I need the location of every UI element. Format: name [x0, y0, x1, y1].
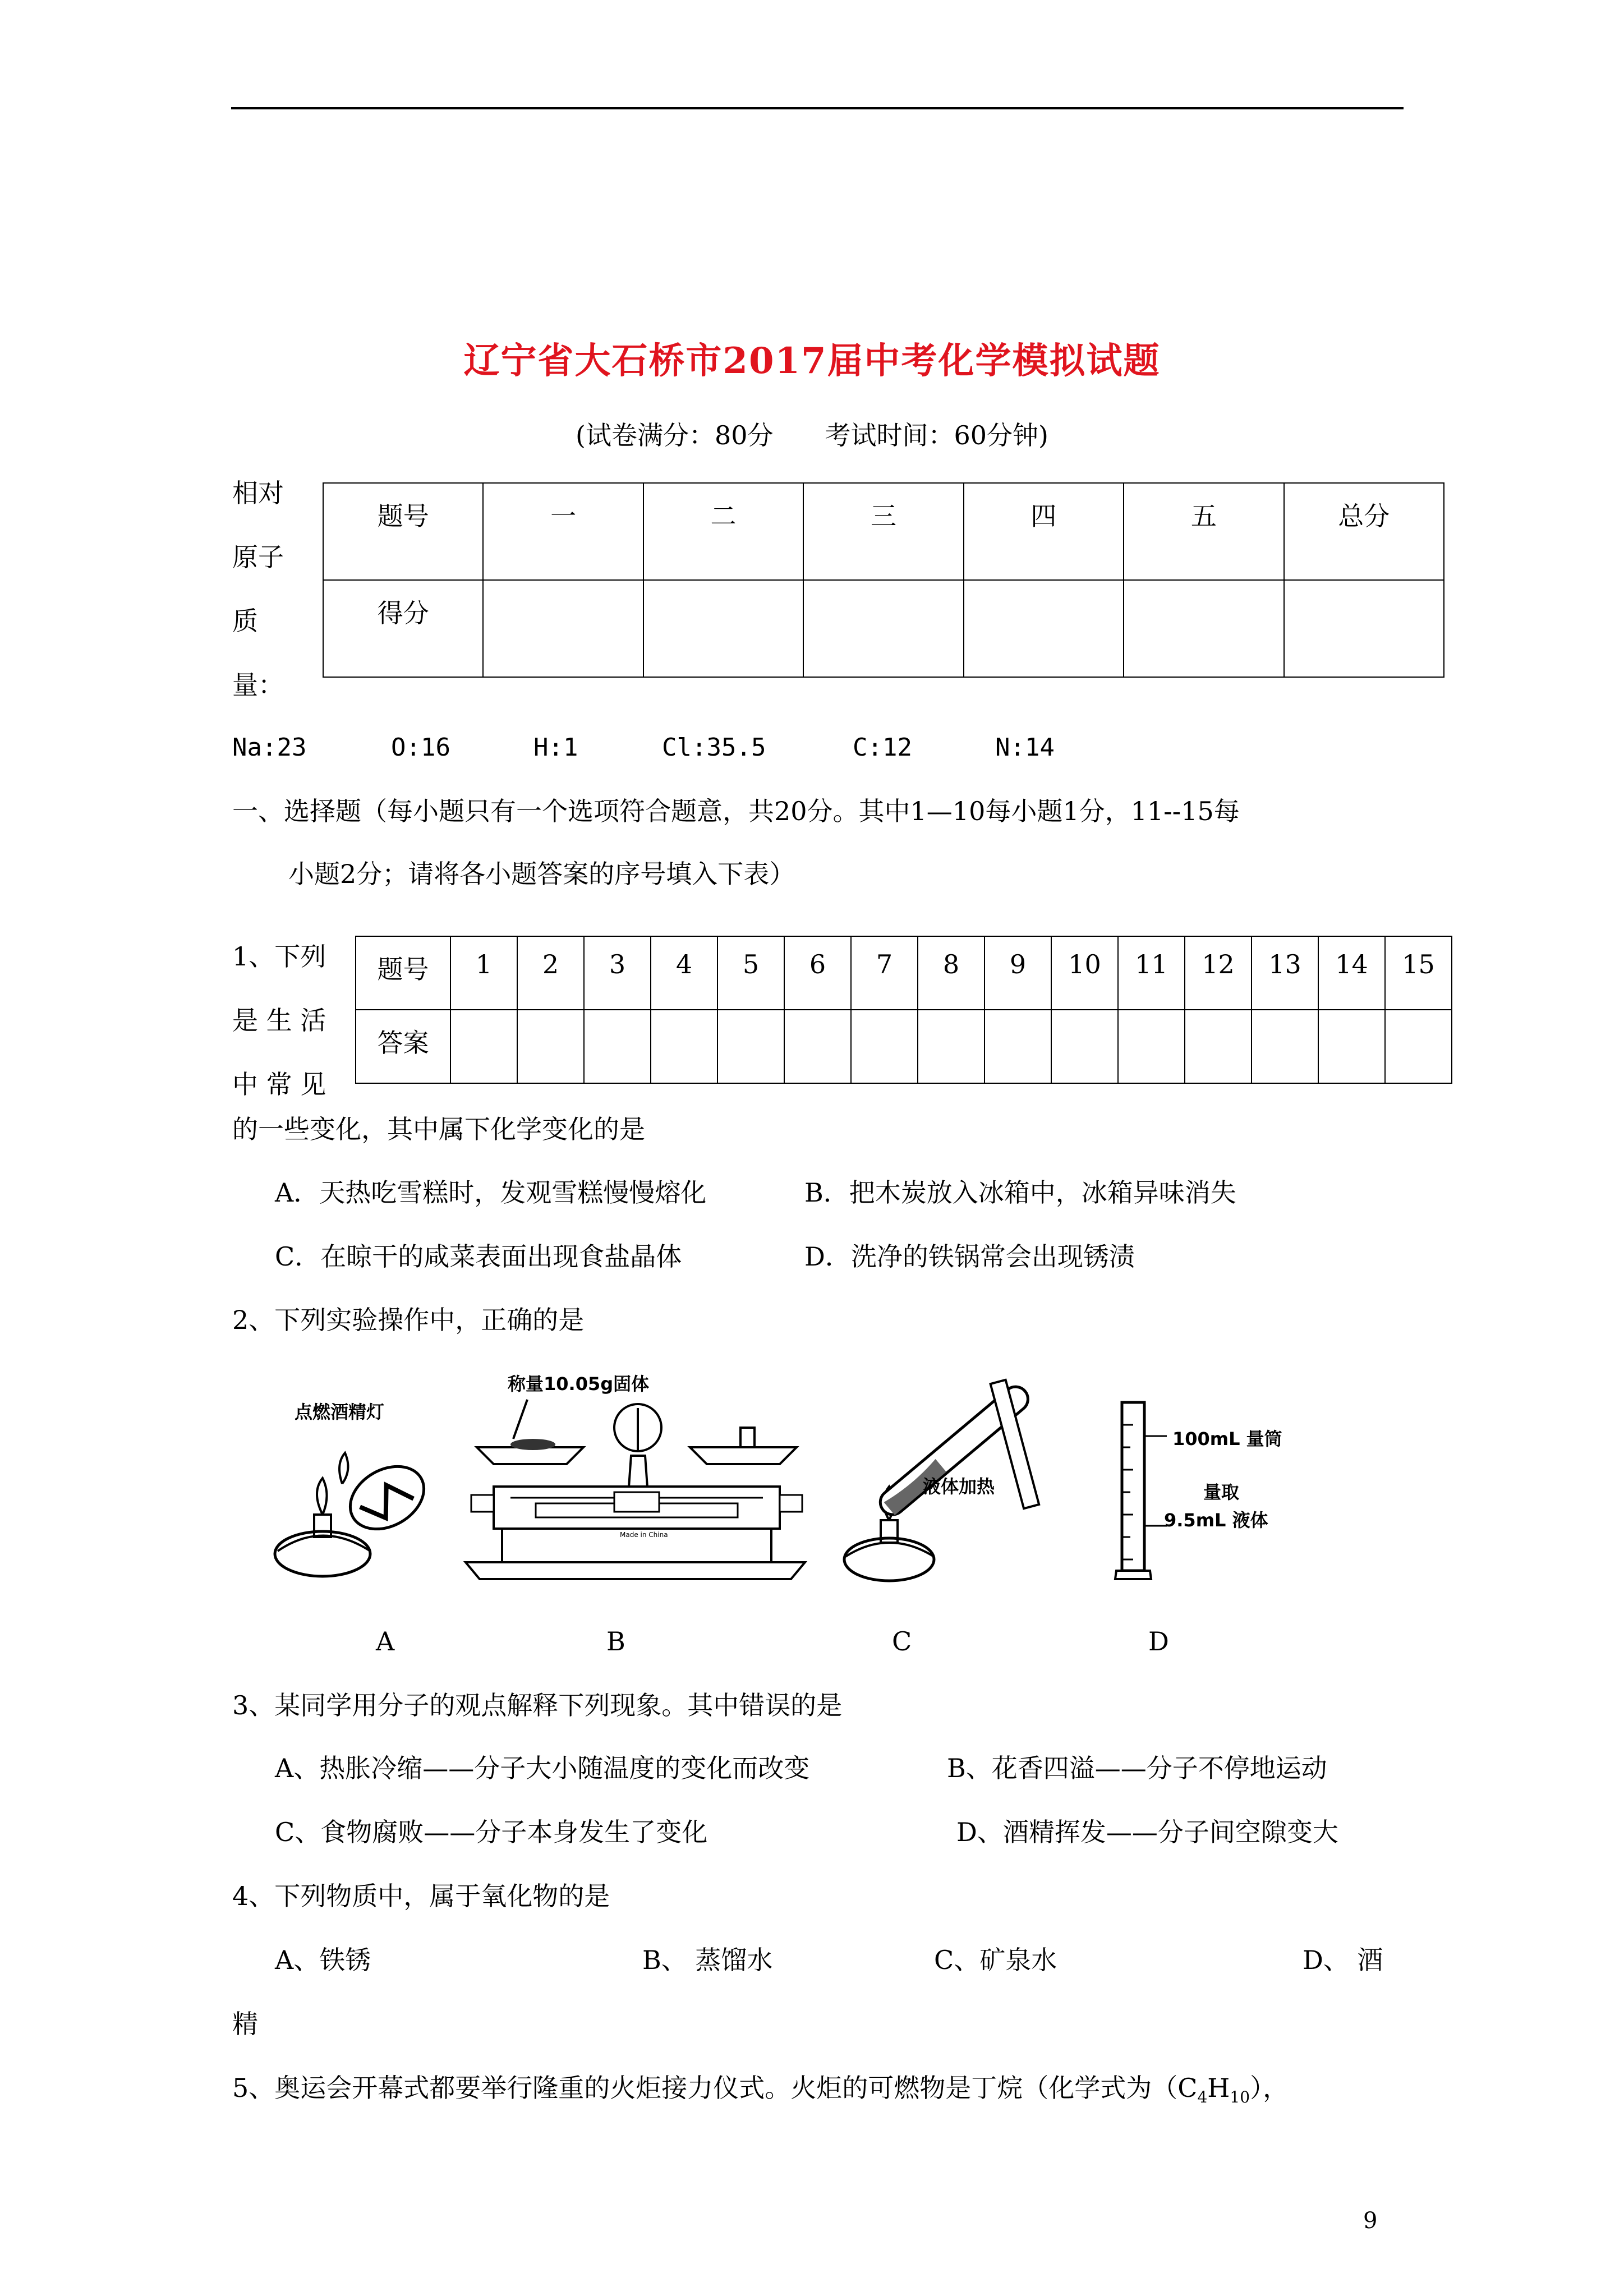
answer-cell[interactable] [717, 1010, 784, 1083]
section1-line1: 一、选择题（每小题只有一个选项符合题意，共20分。其中1—10每小题1分，11--15每 [232, 796, 1240, 826]
q5-stem-text: ）， [1250, 2073, 1289, 2103]
answer-number-cell: 6 [784, 936, 851, 1010]
figure-a-drawing [269, 1425, 438, 1582]
figure-d-label-volume: 9.5mL 液体 [1164, 1510, 1268, 1531]
figure-c-liquid-heating [839, 1369, 1074, 1588]
answer-row-label: 题号 [356, 936, 450, 1010]
answer-cell[interactable] [984, 1010, 1051, 1083]
q5-stem-text: H [1207, 2073, 1230, 2103]
score-header-cell: 二 [643, 483, 803, 580]
answer-number-cell: 11 [1118, 936, 1185, 1010]
q4-option-d: D、 酒 [1303, 1945, 1383, 1975]
answer-number-cell: 14 [1318, 936, 1385, 1010]
answer-number-cell: 2 [517, 936, 584, 1010]
score-cell[interactable] [1124, 580, 1283, 677]
balance-scale-text: Made in China [620, 1531, 668, 1539]
answer-number-cell: 1 [450, 936, 517, 1010]
q3-option-b: B、花香四溢——分子不停地运动 [947, 1753, 1327, 1783]
atomic-mass: H:1 [533, 733, 578, 762]
figure-d-label-cylinder: 100mL 量筒 [1172, 1428, 1282, 1450]
answer-cell[interactable] [918, 1010, 984, 1083]
exam-title: 辽宁省大石桥市2017届中考化学模拟试题 [463, 340, 1161, 382]
score-header-cell: 题号 [323, 483, 483, 580]
figure-b-label: 称量10.05g固体 [508, 1373, 650, 1395]
page-number: 9 [1363, 2208, 1378, 2234]
score-cell[interactable] [1284, 580, 1444, 677]
side-label-line: 中 常 见 [232, 1069, 326, 1099]
figure-b-drawing [454, 1394, 819, 1588]
q1-stem: 的一些变化，其中属下化学变化的是 [232, 1114, 645, 1144]
q5-subscript: 4 [1197, 2088, 1208, 2107]
answer-number-cell: 4 [651, 936, 717, 1010]
answer-number-cell: 8 [918, 936, 984, 1010]
side-label-line: 原子 [232, 542, 284, 572]
atomic-mass: N:14 [995, 733, 1055, 762]
q1-side-label [232, 924, 326, 1116]
score-header-cell: 三 [803, 483, 963, 580]
answer-cell[interactable] [1252, 1010, 1318, 1083]
score-cell[interactable] [964, 580, 1124, 677]
answer-cell[interactable] [784, 1010, 851, 1083]
figure-d-measuring-cylinder [1099, 1391, 1335, 1588]
q4-option-a: A、铁锈 [275, 1945, 371, 1975]
answer-number-cell: 10 [1051, 936, 1118, 1010]
score-header-cell: 一 [483, 483, 643, 580]
q4-option-d-cont: 精 [232, 2009, 258, 2039]
score-header-cell: 总分 [1284, 483, 1444, 580]
score-cell[interactable] [643, 580, 803, 677]
q2-option-b: B [606, 1626, 625, 1657]
side-label-line: 量： [232, 670, 284, 700]
answer-number-cell: 15 [1385, 936, 1452, 1010]
q3-option-c: C、食物腐败——分子本身发生了变化 [275, 1817, 708, 1847]
score-cell[interactable] [803, 580, 963, 677]
answer-number-cell: 7 [851, 936, 918, 1010]
score-header-cell: 四 [964, 483, 1124, 580]
side-label-line: 质 [232, 606, 258, 636]
side-label-line: 相对 [232, 478, 284, 508]
score-table [323, 482, 1444, 678]
score-header-cell: 五 [1124, 483, 1283, 580]
q5-stem-text: 5、奥运会开幕式都要举行隆重的火炬接力仪式。火炬的可燃物是丁烷（化学式为（C [232, 2073, 1198, 2103]
q5-subscript: 10 [1230, 2088, 1250, 2107]
answer-number-cell: 5 [717, 936, 784, 1010]
q2-option-a: A [376, 1626, 395, 1657]
q1-option-b: B．把木炭放入冰箱中，冰箱异味消失 [804, 1177, 1236, 1208]
figure-b-balance [454, 1363, 819, 1588]
answer-cell[interactable] [1318, 1010, 1385, 1083]
exam-subtitle: (试卷满分：80分 考试时间：60分钟) [576, 420, 1048, 450]
q4-option-b: B、 蒸馏水 [642, 1945, 773, 1975]
q3-stem: 3、某同学用分子的观点解释下列现象。其中错误的是 [232, 1690, 843, 1720]
q2-option-d: D [1148, 1626, 1169, 1657]
atomic-mass: O:16 [391, 733, 450, 762]
answer-number-cell: 12 [1185, 936, 1252, 1010]
side-label-line: 1、下列 [232, 941, 326, 972]
answer-cell[interactable] [584, 1010, 651, 1083]
q4-stem: 4、下列物质中，属于氧化物的是 [232, 1881, 610, 1911]
answer-cell[interactable] [1385, 1010, 1452, 1083]
answer-cell[interactable] [651, 1010, 717, 1083]
answer-table [355, 936, 1452, 1084]
q3-option-a: A、热胀冷缩——分子大小随温度的变化而改变 [275, 1753, 810, 1783]
answer-row-label: 答案 [356, 1010, 450, 1083]
atomic-mass: C:12 [853, 733, 912, 762]
q4-option-c: C、矿泉水 [934, 1945, 1057, 1975]
score-side-label [232, 461, 284, 717]
figure-c-label: 液体加热 [923, 1476, 995, 1497]
answer-cell[interactable] [851, 1010, 918, 1083]
answer-cell[interactable] [450, 1010, 517, 1083]
figure-d-label-measure: 量取 [1203, 1481, 1240, 1503]
q1-option-c: C．在晾干的咸菜表面出现食盐晶体 [275, 1241, 682, 1272]
section1-line2: 小题2分；请将各小题答案的序号填入下表） [288, 859, 795, 889]
score-cell[interactable] [483, 580, 643, 677]
q3-option-d: D、酒精挥发——分子间空隙变大 [956, 1817, 1338, 1847]
figure-a-label: 点燃酒精灯 [295, 1401, 385, 1423]
figure-a-lighting-lamp [269, 1391, 438, 1582]
answer-cell[interactable] [517, 1010, 584, 1083]
header-rule [231, 107, 1404, 109]
figure-d-drawing [1099, 1391, 1167, 1588]
atomic-mass: Cl:35.5 [662, 733, 766, 762]
answer-number-cell: 13 [1252, 936, 1318, 1010]
q2-option-c: C [892, 1626, 912, 1657]
q1-option-d: D．洗净的铁锅常会出现锈渍 [804, 1241, 1135, 1272]
score-row-label: 得分 [323, 580, 483, 677]
answer-number-cell: 9 [984, 936, 1051, 1010]
answer-cell[interactable] [1051, 1010, 1118, 1083]
atomic-mass: Na:23 [232, 733, 307, 762]
answer-cell[interactable] [1118, 1010, 1185, 1083]
q2-stem: 2、下列实验操作中，正确的是 [232, 1305, 585, 1335]
side-label-line: 是 生 活 [232, 1005, 326, 1036]
q1-option-a: A．天热吃雪糕时，发观雪糕慢慢熔化 [275, 1177, 707, 1208]
answer-number-cell: 3 [584, 936, 651, 1010]
answer-cell[interactable] [1185, 1010, 1252, 1083]
q5-stem [232, 2072, 1289, 2113]
